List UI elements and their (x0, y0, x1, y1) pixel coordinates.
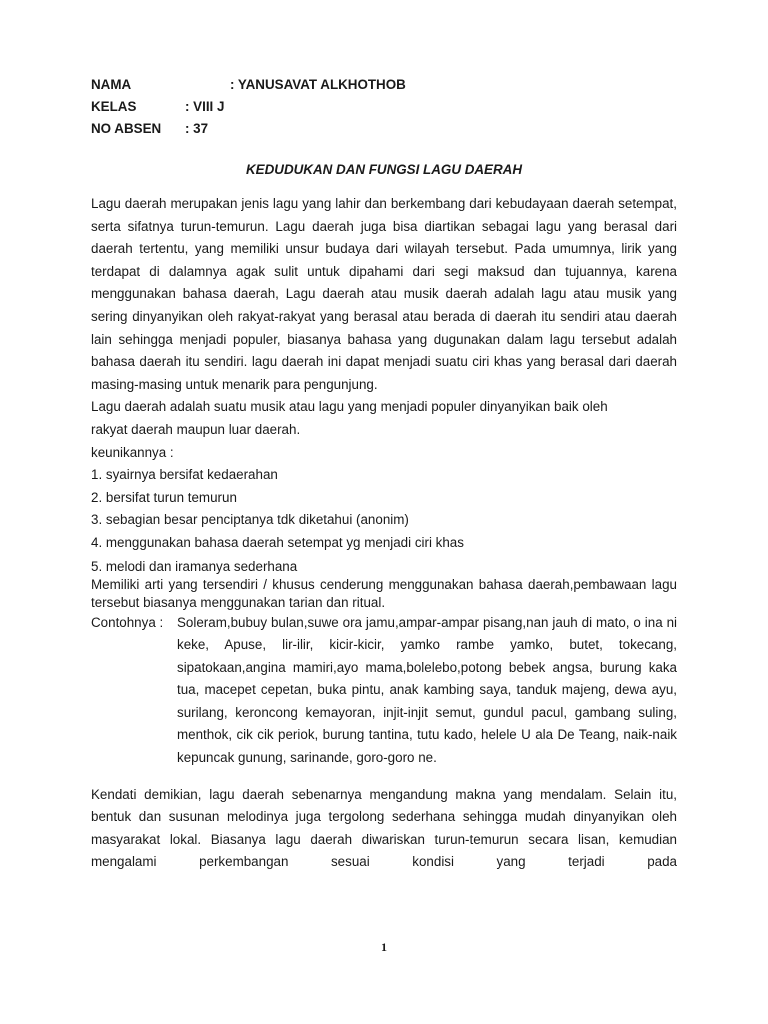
absen-value: : 37 (185, 121, 209, 136)
absen-label: NO ABSEN (91, 121, 162, 136)
list-item-5: 5. melodi dan iramanya sederhana (91, 558, 298, 574)
contoh-body: Soleram,bubuy bulan,suwe ora jamu,ampar-ampar pisang,nan jauh di mato, o ina ni keke, Apuse, lir-ilir, kicir-kicir, yamko rambe yamko, butet, tokecang, sipatokaan,angina mamiri,ayo mama,bolelebo,potong bebek angsa, burung kaka tua, macepet cepetan, buka pintu, anak kambing saya, tanduk majeng, dewa ayu, surilang, keroncong kemayoran, injit-injit semut, gundul pacul, gambang suling, menthok, cik cik periok, burung tantina, tutu kado, helele U ala De Teang, naik-naik kepuncak gunung, sarinande, goro-goro ne. (177, 614, 677, 766)
list-item-3: 3. sebagian besar penciptanya tdk diketahui (anonim) (91, 512, 409, 528)
page-number: 1 (381, 940, 387, 954)
header-absen-row (91, 118, 677, 140)
document-page (91, 74, 677, 874)
kelas-label: KELAS (91, 99, 137, 114)
list-item-1: 1. syairnya bersifat kedaerahan (91, 467, 278, 483)
list-item-2: 2. bersifat turun temurun (91, 489, 237, 505)
paragraph-1: Lagu daerah merupakan jenis lagu yang lahir dan berkembang dari kebudayaan daerah setempat, serta sifatnya turun-temurun. Lagu daerah juga bisa diartikan sebagai lagu yang berasal dari daerah tertentu, yang memiliki unsur budaya dari wilayah tersebut. Pada umumnya, lirik yang terdapat di dalamnya agak sulit untuk dipahami dari segi maksud dan tujuannya, karena menggunakan bahasa daerah, Lagu daerah atau musik daerah adalah lagu atau musik yang sering dinyanyikan oleh rakyat-rakyat yang berasal atau berada di daerah itu sendiri atau daerah lain sehingga menjadi populer, biasanya bahasa yang dugunakan dalam lagu tersebut adalah bahasa daerah itu sendiri. lagu daerah ini dapat menjadi suatu ciri khas yang berasal dari daerah masing-masing untuk menarik para pengunjung. (91, 196, 677, 392)
document-title: KEDUDUKAN DAN FUNGSI LAGU DAERAH (246, 162, 522, 177)
kelas-value: : VIII J (185, 99, 225, 114)
contoh-label: Contohnya : (91, 614, 164, 630)
keunikan-label: keunikannya : (91, 444, 174, 460)
contoh-block (91, 612, 677, 770)
nama-label: NAMA (91, 77, 132, 92)
nama-value: : YANUSAVAT ALKHOTHOB (230, 77, 406, 92)
paragraph-2-line-1: Lagu daerah adalah suatu musik atau lagu yang menjadi populer dinyanyikan baik oleh (91, 399, 608, 415)
header-nama-row (91, 74, 677, 96)
paragraph-2-line-2: rakyat daerah maupun luar daerah. (91, 421, 301, 437)
paragraph-3: Kendati demikian, lagu daerah sebenarnya mengandung makna yang mendalam. Selain itu, bentuk dan susunan melodinya juga tergolong sederhana sehingga mudah dinyanyikan oleh masyarakat lokal. Biasanya lagu daerah diwariskan turun-temurun secara lisan, kemudian mengalami perkembangan sesuai kondisi yang terjadi pada (91, 786, 677, 870)
memiliki-paragraph: Memiliki arti yang tersendiri / khusus cenderung menggunakan bahasa daerah,pembawaan lagu tersebut biasanya menggunakan tarian dan ritual. (91, 576, 677, 610)
header-kelas-row (91, 96, 677, 118)
list-item-4: 4. menggunakan bahasa daerah setempat yg menjadi ciri khas (91, 534, 464, 550)
